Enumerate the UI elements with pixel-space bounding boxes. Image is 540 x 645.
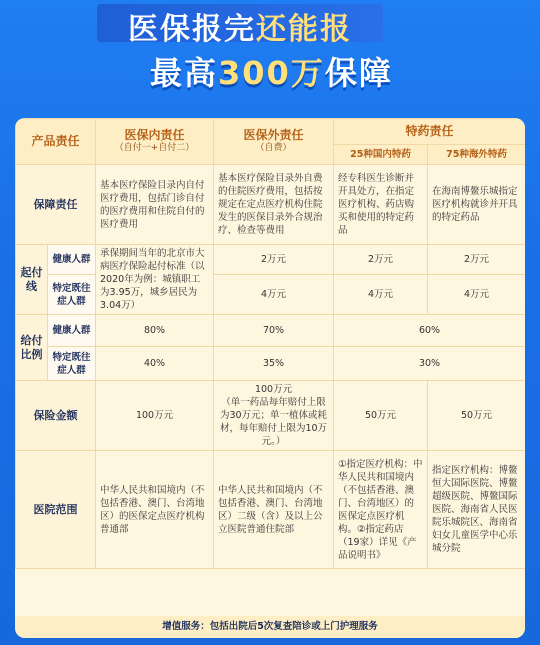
- hospital-special-overseas: 指定医疗机构：博鳌恒大国际医院、博鳌超级医院、博鳌国际医院、海南省人民医院乐城院区、海南省妇女儿童医学中心乐城分院: [428, 451, 525, 569]
- hero-title-part: 保障: [324, 54, 393, 92]
- hero-title-accent: 300万: [218, 54, 325, 92]
- row-hospital-label: 医院范围: [16, 451, 96, 569]
- header-outer-sub: （自费）: [255, 142, 292, 153]
- ratio-special-healthy: 60%: [334, 315, 525, 347]
- header-outer-title: 医保外责任: [243, 127, 304, 142]
- header-inner: [96, 119, 214, 165]
- deductible-special-overseas-healthy: 2万元: [428, 245, 525, 275]
- guarantee-special-domestic: 经专科医生诊断并开具处方，在指定医疗机构、药店购买和使用的特定药品: [334, 165, 428, 245]
- header-special: 特药责任: [334, 119, 525, 145]
- hero-title-line1: [128, 4, 352, 48]
- amount-inner: 100万元: [96, 381, 214, 451]
- header-special-domestic: 25种国内特药: [334, 145, 428, 165]
- amount-special-domestic: 50万元: [334, 381, 428, 451]
- ratio-outer-healthy: 70%: [214, 315, 334, 347]
- ratio-inner-healthy: 80%: [96, 315, 214, 347]
- hospital-special-domestic: ①指定医疗机构：中华人民共和国境内（不包括香港、澳门、台湾地区）的医保定点医疗机构。②指定药店（19家）详见《产品说明书》: [334, 451, 428, 569]
- hero-title-accent: 还能报: [256, 12, 352, 47]
- deductible-preexisting-label: 特定既往症人群: [48, 275, 96, 315]
- deductible-special-domestic-healthy: 2万元: [334, 245, 428, 275]
- header-special-overseas: 75种海外特药: [428, 145, 525, 165]
- deductible-special-overseas-pre: 4万元: [428, 275, 525, 315]
- amount-special-overseas: 50万元: [428, 381, 525, 451]
- value-added-service: 增值服务：包括出院后5次复查陪诊或上门护理服务: [15, 616, 525, 638]
- ratio-outer-pre: 35%: [214, 347, 334, 381]
- guarantee-outer: 基本医疗保险目录外自费的住院医疗费用，包括按规定在定点医疗机构住院发生的医保目录外合规治疗、检查等费用: [214, 165, 334, 245]
- hero-title-part: 医保报完: [128, 12, 256, 47]
- header-outer: [214, 119, 334, 165]
- hospital-inner: 中华人民共和国境内（不包括香港、澳门、台湾地区）的医保定点医疗机构普通部: [96, 451, 214, 569]
- ratio-healthy-label: 健康人群: [48, 315, 96, 347]
- row-guarantee-label: 保障责任: [16, 165, 96, 245]
- deductible-special-domestic-pre: 4万元: [334, 275, 428, 315]
- deductible-outer-healthy: 2万元: [214, 245, 334, 275]
- coverage-table-card: [15, 118, 525, 638]
- header-product: 产品责任: [16, 119, 96, 165]
- deductible-inner: 承保期间当年的北京市大病医疗保险起付标准（以2020年为例：城镇职工为3.95万，城乡居民为3.04万）: [96, 245, 214, 315]
- guarantee-inner: 基本医疗保险目录内自付医疗费用，包括门诊自付的医疗费用和住院自付的医疗费用: [96, 165, 214, 245]
- header-inner-sub: （自付一+自付二）: [114, 142, 195, 153]
- ratio-inner-pre: 40%: [96, 347, 214, 381]
- hero-title-line2: [150, 48, 393, 94]
- row-ratio-label: 给付比例: [16, 315, 48, 381]
- deductible-healthy-label: 健康人群: [48, 245, 96, 275]
- ratio-special-pre: 30%: [334, 347, 525, 381]
- amount-outer-main: 100万元: [254, 384, 293, 395]
- deductible-outer-pre: 4万元: [214, 275, 334, 315]
- hero-title-part: 最高: [150, 54, 219, 92]
- amount-outer: [214, 381, 334, 451]
- guarantee-special-overseas: 在海南博鳌乐城指定医疗机构就诊并开具的特定药品: [428, 165, 525, 245]
- ratio-preexisting-label: 特定既往症人群: [48, 347, 96, 381]
- amount-outer-note: （单一药品每年赔付上限为30万元；单一植体或耗材，每年赔付上限为10万元。）: [219, 397, 328, 447]
- row-deductible-label: 起付线: [16, 245, 48, 315]
- hero-banner: [0, 0, 540, 120]
- row-amount-label: 保险金额: [16, 381, 96, 451]
- header-inner-title: 医保内责任: [124, 127, 185, 142]
- coverage-table: [15, 118, 525, 569]
- hospital-outer: 中华人民共和国境内（不包括香港、澳门、台湾地区）二级（含）及以上公立医院普通住院部: [214, 451, 334, 569]
